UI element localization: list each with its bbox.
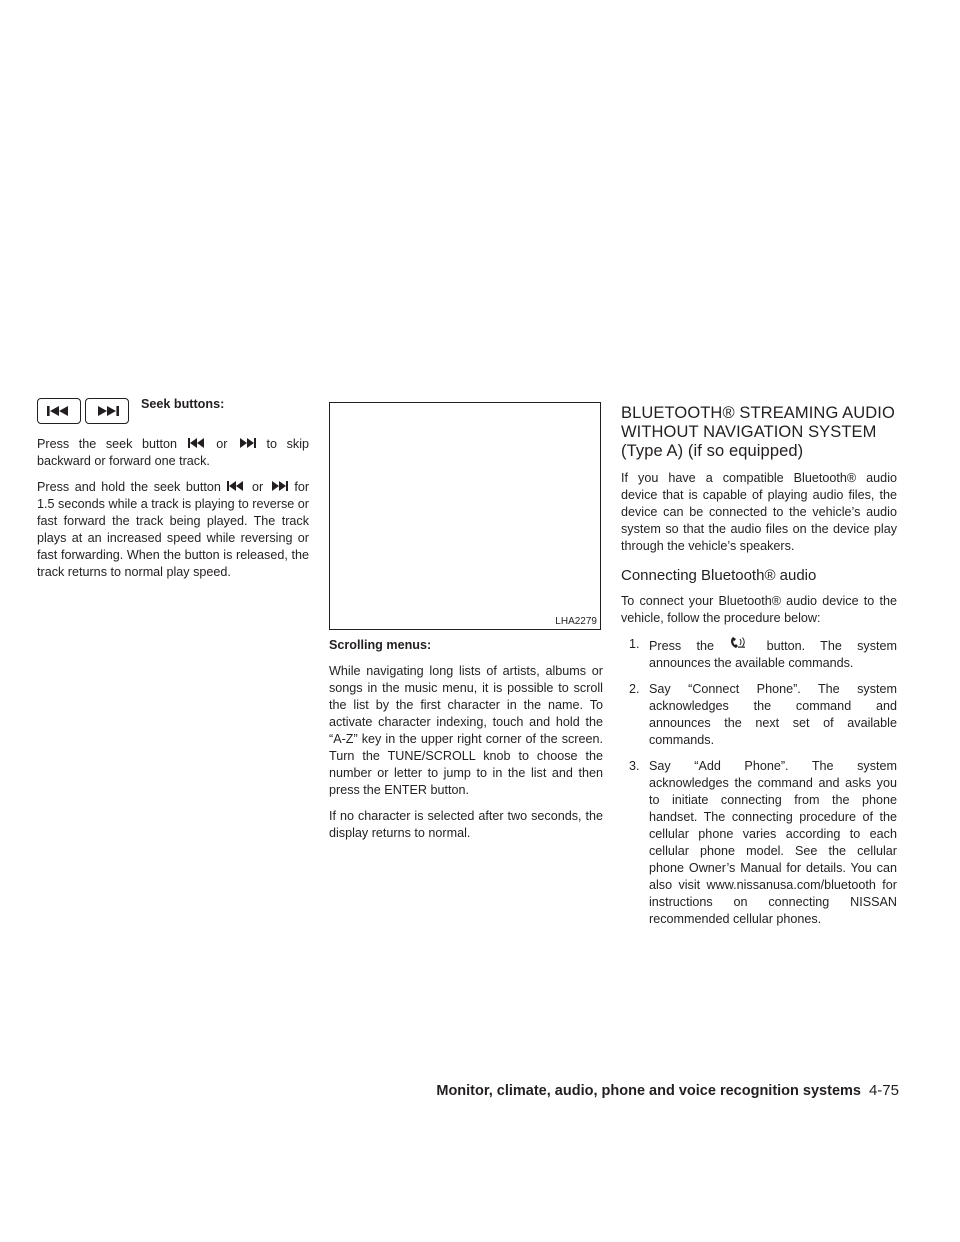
column-scrolling-menus [329,402,603,851]
seek-p2-text-a: Press and hold the seek button [37,480,221,494]
step-number: 3. [629,759,640,773]
column-seek-buttons [37,398,309,590]
list-item [621,681,897,749]
figure-lha2279 [329,402,601,630]
step-number: 1. [629,637,640,651]
phone-voice-icon [729,636,751,650]
figure-code: LHA2279 [551,616,600,629]
skip-forward-icon [269,481,289,491]
step-text-a: Press the [649,639,714,653]
seek-buttons-header [37,398,309,424]
footer-section-title: Monitor, climate, audio, phone and voice recognition systems [436,1083,861,1099]
intro-paragraph: If you have a compatible Bluetooth® audio device that is capable of playing audio files, the device can be connected to the vehicle’s audio system so that the audio files on the device play through the vehicle’s speakers. [621,471,897,553]
list-item [621,758,897,928]
seek-back-button-illustration [37,398,81,424]
column-bluetooth-audio [621,404,897,937]
subsection-heading: Connecting Bluetooth® audio [621,567,817,584]
heading-line-1: BLUETOOTH® STREAMING AUDIO [621,404,895,422]
page-footer [425,1082,899,1100]
procedure-steps [621,636,897,928]
skip-forward-icon [94,405,120,417]
step-text: Say “Add Phone”. The system acknowledges the command and asks you to initiate connecting from the phone handset. The connecting procedure of the cellular phone varies according to each cellular phone model. See the cellular phone Owner’s Manual for details. You can also visit www.nissanusa.com/bluetooth for instructions on connecting NISSAN recommended cellular phones. [649,759,897,926]
skip-back-icon [226,481,246,491]
seek-paragraph-1 [37,436,309,470]
skip-back-icon [187,438,207,448]
section-heading [621,404,897,461]
heading-line-2: WITHOUT NAVIGATION SYSTEM [621,423,877,441]
scrolling-paragraph-1: While navigating long lists of artists, albums or songs in the music menu, it is possible to scroll the list by the first character in the name. To activate character indexing, touch and hold the “A-Z” key in the upper right corner of the screen. Turn the TUNE/SCROLL knob to choose the number or letter to jump to in the list and then press the ENTER button. [329,664,603,797]
scrolling-paragraph-2: If no character is selected after two seconds, the display returns to normal. [329,809,603,840]
step-number: 2. [629,682,640,696]
seek-p1-text-a: Press the seek button [37,437,178,451]
step-text: Say “Connect Phone”. The system acknowledges the command and announces the next set of available commands. [649,682,897,747]
heading-line-3: (Type A) (if so equipped) [621,442,804,460]
step-text-b: button. The system announces the available commands. [649,639,898,670]
skip-forward-icon [237,438,257,448]
seek-forward-button-illustration [85,398,129,424]
seek-p1-or: or [216,437,228,451]
list-item [621,636,897,672]
procedure-lead: To connect your Bluetooth® audio device to the vehicle, follow the procedure below: [621,594,897,625]
seek-paragraph-2 [37,479,309,581]
seek-p1-text-b: to skip backward or forward one track. [37,437,310,468]
seek-p2-text-b: for 1.5 seconds while a track is playing to reverse or fast forward the track being played. The track plays at an increased speed while reversing or fast forwarding. When the button is released, the track returns to normal play speed. [37,480,310,579]
page-number: 4-75 [868,1082,899,1099]
seek-buttons-title: Seek buttons: [141,396,225,411]
seek-p2-or: or [252,480,264,494]
skip-back-icon [46,405,72,417]
scrolling-menus-title: Scrolling menus: [329,638,432,652]
